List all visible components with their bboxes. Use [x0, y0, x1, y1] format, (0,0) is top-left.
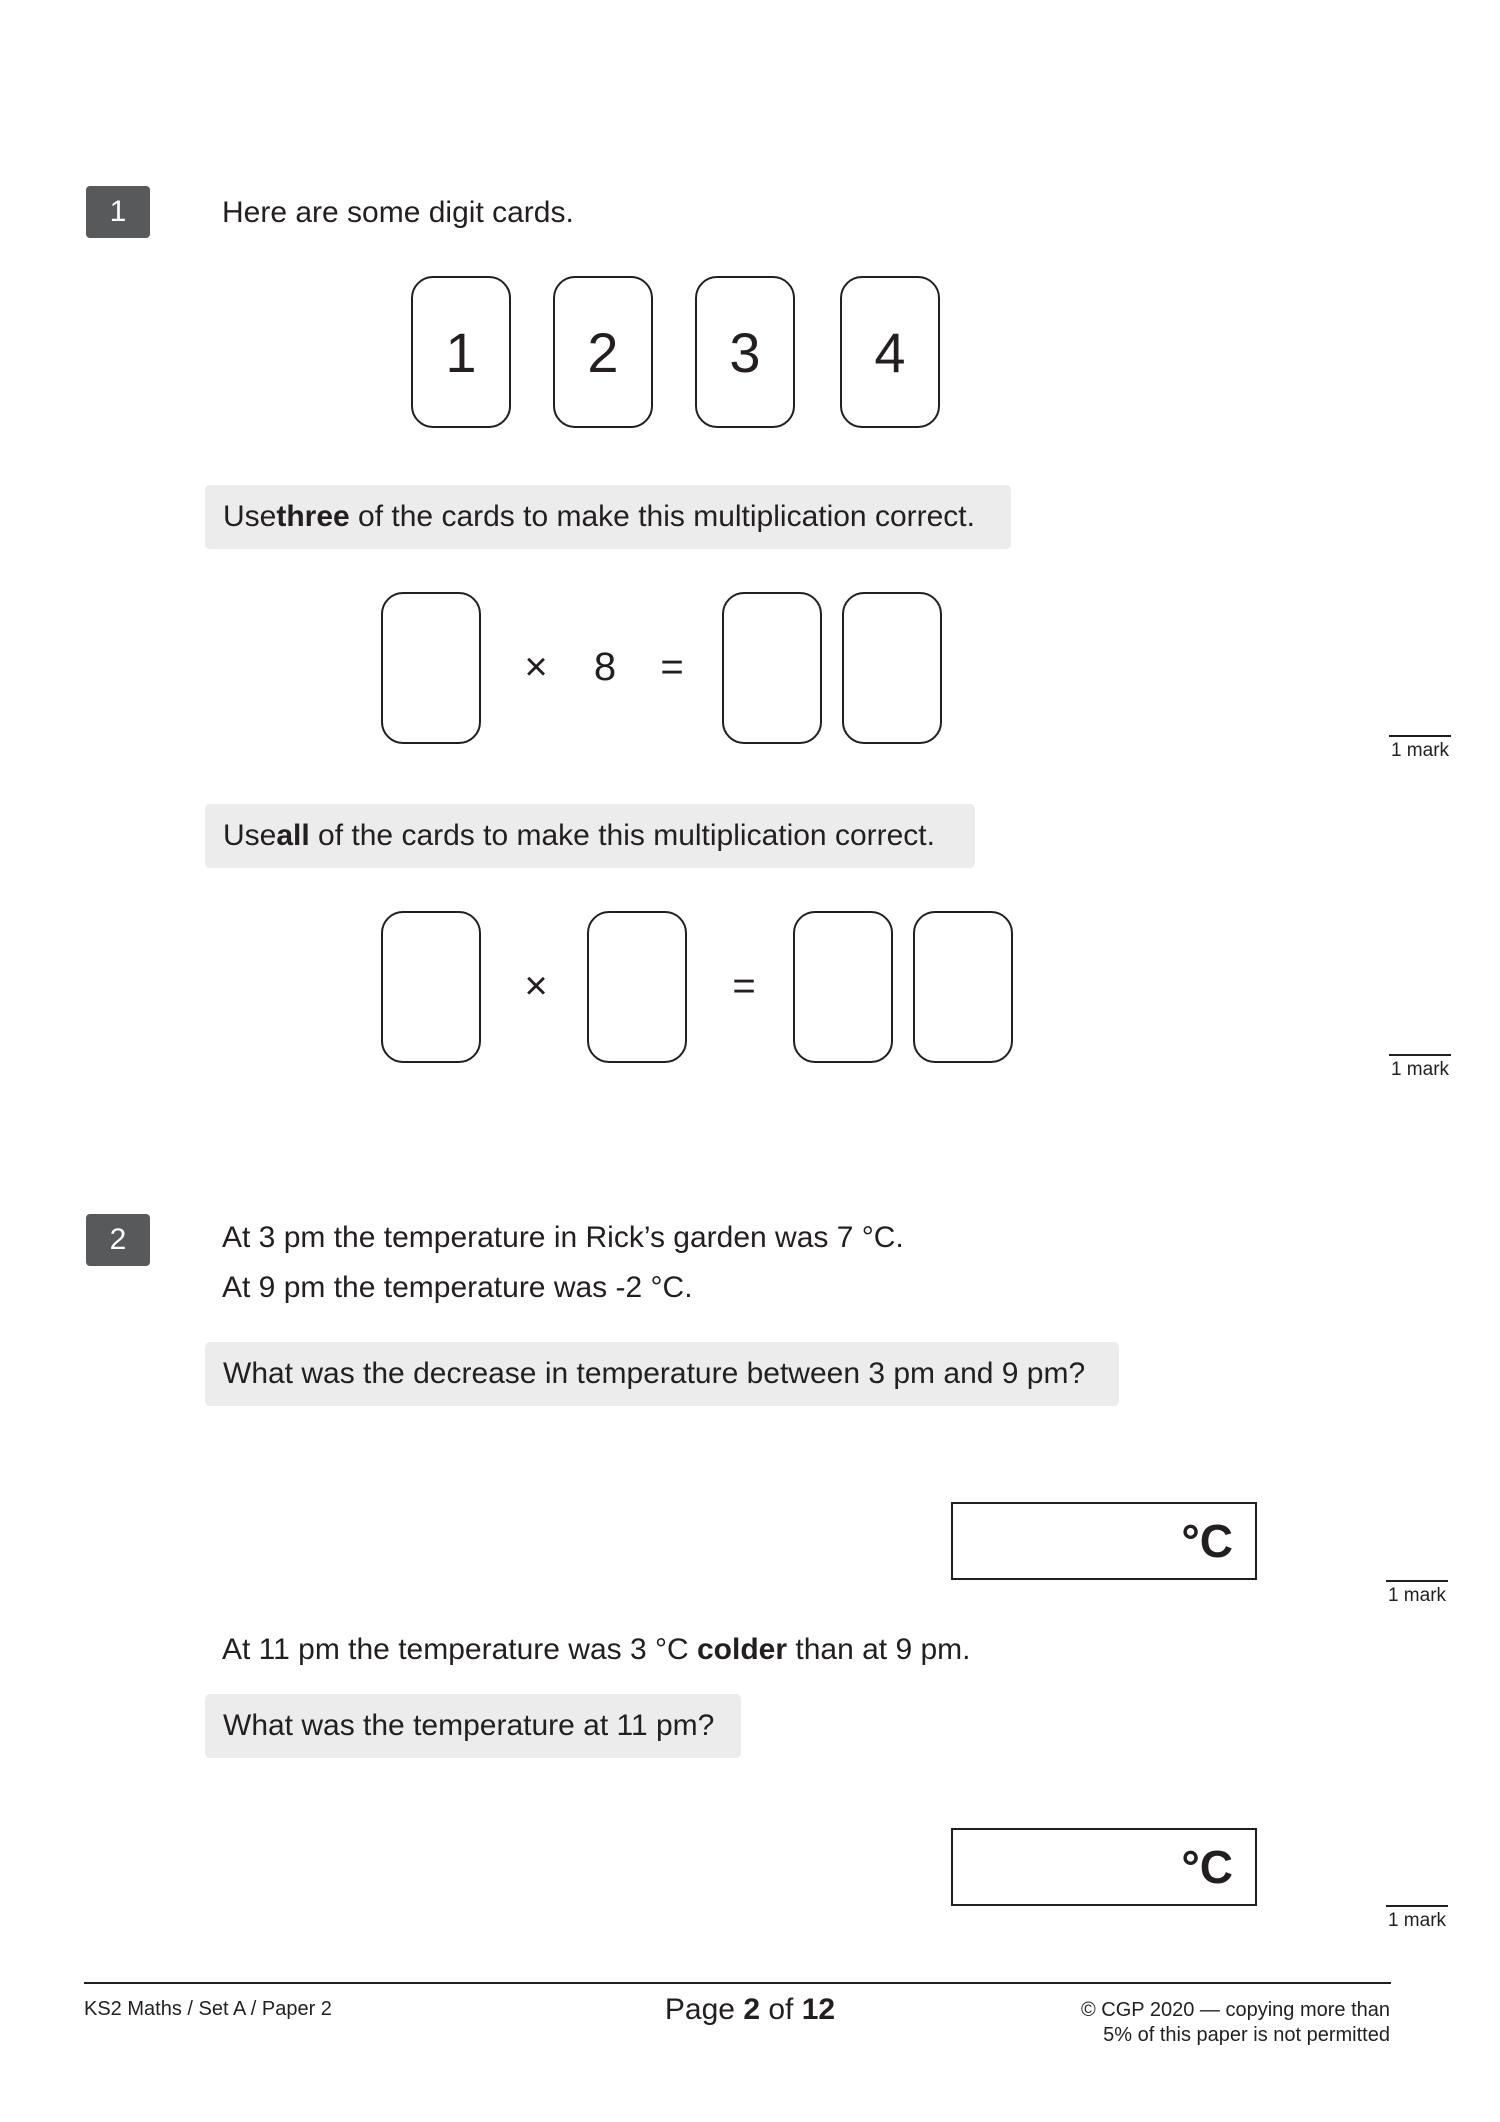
question-number: 2	[86, 1214, 150, 1266]
question-text: At 3 pm the temperature in Rick’s garden was 7 °C.	[222, 1221, 904, 1254]
answer-card-slot[interactable]	[587, 911, 687, 1063]
copyright-notice: © CGP 2020 — copying more than 5% of this paper is not permitted	[1081, 1999, 1390, 2046]
mark-label: 1 mark	[1386, 1580, 1448, 1607]
factor-value: 8	[593, 645, 617, 689]
answer-card-slot[interactable]	[722, 592, 822, 744]
answer-card-slot[interactable]	[913, 911, 1013, 1063]
question-number: 1	[86, 186, 150, 238]
instruction-prompt: What was the decrease in temperature between 3 pm and 9 pm?	[205, 1342, 1119, 1406]
digit-card: 4	[840, 276, 940, 428]
unit-label: °C	[1181, 1515, 1233, 1567]
page-indicator: Page 2 of 12	[664, 1993, 836, 2026]
answer-box[interactable]	[951, 1502, 1257, 1580]
answer-card-slot[interactable]	[793, 911, 893, 1063]
mark-label: 1 mark	[1386, 1905, 1448, 1932]
digit-card: 2	[553, 276, 653, 428]
question-text: At 11 pm the temperature was 3 °C colder than at 9 pm.	[222, 1633, 971, 1666]
paper-label: KS2 Maths / Set A / Paper 2	[84, 1998, 332, 2020]
times-sign: ×	[524, 645, 548, 689]
instruction-prompt: Use three of the cards to make this multiplication correct.	[205, 485, 1011, 549]
answer-box[interactable]	[951, 1828, 1257, 1906]
equals-sign: =	[660, 645, 684, 689]
answer-card-slot[interactable]	[381, 592, 481, 744]
times-sign: ×	[524, 964, 548, 1008]
digit-card: 1	[411, 276, 511, 428]
question-intro: Here are some digit cards.	[222, 196, 574, 229]
digit-card: 3	[695, 276, 795, 428]
unit-label: °C	[1181, 1841, 1233, 1893]
mark-label: 1 mark	[1389, 1054, 1451, 1081]
footer-divider	[84, 1982, 1391, 1984]
instruction-prompt: What was the temperature at 11 pm?	[205, 1694, 741, 1758]
equals-sign: =	[732, 964, 756, 1008]
question-text: At 9 pm the temperature was -2 °C.	[222, 1271, 693, 1304]
instruction-prompt: Use all of the cards to make this multiplication correct.	[205, 804, 975, 868]
mark-label: 1 mark	[1389, 735, 1451, 762]
answer-card-slot[interactable]	[842, 592, 942, 744]
answer-card-slot[interactable]	[381, 911, 481, 1063]
